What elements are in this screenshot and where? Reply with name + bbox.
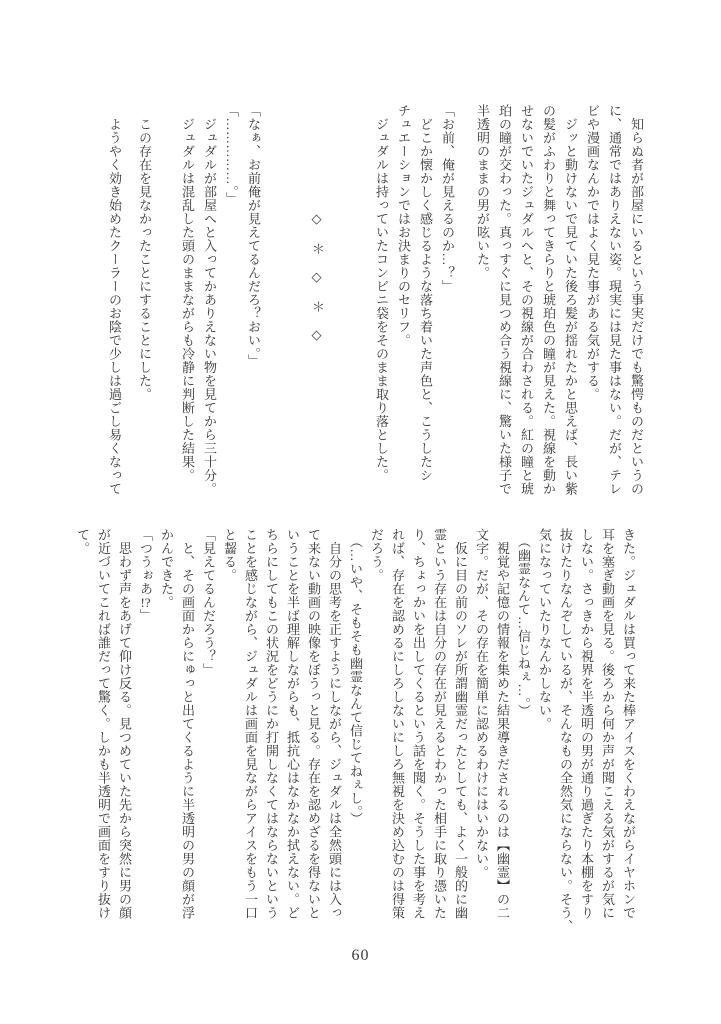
text-column: 文字。だが、その存在を簡単に認めるわけにはいかない。 xyxy=(474,528,489,879)
text-column: が近づいてこれば誰だって驚く。しかも半透明で画面をすり抜け xyxy=(96,528,111,920)
text-column: て来ない動画の映像をぼうっと見る。存在を認めざるを得ないと xyxy=(306,528,321,920)
dialogue-column: 「……………。」 xyxy=(224,104,239,206)
text-column: せないでいたジュダルへと、その視線が合わされる。紅の瞳と琥 xyxy=(519,104,534,496)
text-column: 抜けたりなんぞしているが、そんなもの全然気にならない。そう、 xyxy=(558,528,573,933)
text-column: れば、存在を認めるにしろしないにしろ無視を決め込むのは得策 xyxy=(390,528,405,920)
dialogue-column: 「なぁ、お前俺が見えてるんだろ？おい。」 xyxy=(246,104,261,368)
text-column: と、その画面からにゅっと出てくるように半透明の男の顔が浮 xyxy=(180,528,195,920)
text-column: チュエーションではお決まりのセリフ。 xyxy=(396,104,411,347)
text-column: 気になっていたりなんかしない。 xyxy=(537,528,552,731)
text-column: きた。ジュダルは買って来た棒アイスをくわえながらイヤホンで xyxy=(621,528,636,920)
bottom-text-block xyxy=(72,528,639,934)
text-column: 霊という存在は自分の存在が見えるとわかった相手に取り憑いた xyxy=(432,528,447,920)
text-column: 珀の瞳が交わった。真っすぐに見つめ合う視線に、驚いた様子で xyxy=(497,104,512,496)
exclamation-text: 「つうぉあ xyxy=(138,528,153,596)
text-column: いうことを半ば理解しながらも、抵抗心はなかなか拭えない。ど xyxy=(285,528,300,920)
dialogue-column: 「見えてるんだろう？」 xyxy=(201,528,216,677)
top-text-block xyxy=(103,104,647,506)
text-column: この存在を見なかったことにすることにした。 xyxy=(137,104,152,401)
text-column: の髪がふわりと舞ってきらりと琥珀色の瞳が見えた。視線を動か xyxy=(541,104,556,496)
text-column: しない。さっきから視界を半透明の男が通り過ぎたり本棚をすり xyxy=(579,528,594,920)
thought-column: （…いや、そもそも幽霊なんて信じてねぇし。） xyxy=(348,528,363,826)
text-column: ちらにしてもこの状況をどうにか打開しなくてはならないという xyxy=(264,528,279,920)
text-column: 知らぬ者が部屋にいるという事実だけでも驚愕ものだというの xyxy=(629,104,644,496)
text-column: 仮に目の前のソレが所謂幽霊だったとしても、よく一般的に幽 xyxy=(453,528,468,920)
text-column: ジュダルは持っていたコンビニ袋をそのまま取り落とした。 xyxy=(374,104,389,482)
text-column: どこか懐かしく感じるような落ち着いた声色と、こうしたシ xyxy=(418,104,433,482)
text-column: ことを感じながら、ジュダルは画面を見ながらアイスをもう一口 xyxy=(243,528,258,920)
exclamation-column xyxy=(135,528,156,934)
text-column: に、通常ではありえない姿。現実には見た事はない。だが、テレ xyxy=(607,104,622,496)
text-column: と齧る。 xyxy=(222,528,237,582)
text-column: ビや漫画なんかではよく見た事がある気がする。 xyxy=(585,104,600,401)
text-column: ジュダルが部屋へと入ってかありえない物を見てから三十分。 xyxy=(202,104,217,496)
page-number: 60 xyxy=(351,947,370,964)
text-column: ジュダルは混乱した頭のままながらも冷静に判断した結果。 xyxy=(180,104,195,482)
text-column: だろう。 xyxy=(369,528,384,582)
closing-bracket: 」 xyxy=(138,608,153,622)
section-divider: ◇＊◇＊◇ xyxy=(310,212,325,358)
text-column: 思わず声をあげて仰け反る。見つめていた先から突然に男の顔 xyxy=(117,528,132,920)
text-column: ジッと動けないで見ていた後ろ髪が揺れたかと思えば、長い紫 xyxy=(563,104,578,496)
text-column: 半透明のままの男が呟いた。 xyxy=(475,104,490,280)
text-column: て。 xyxy=(75,528,90,555)
text-column: り、ちょっかいを出してくるという話を聞く。そうした事を考え xyxy=(411,528,426,920)
tatechuyoko-interrobang: !? xyxy=(140,595,151,609)
text-column: 視覚や記憶の情報を集めた結果導きだされるのは【幽霊】の二 xyxy=(495,528,510,920)
text-column: 自分の思考を正すようにしながら、ジュダルは全然頭には入っ xyxy=(327,528,342,920)
thought-column: （幽霊なんて…信じねぇ…。） xyxy=(516,528,531,718)
text-column: 耳を塞ぎ動画を見る。後ろから何か声が聞こえる気がするが気に xyxy=(600,528,615,920)
text-column: かんできた。 xyxy=(159,528,174,609)
text-column: ようやく効き始めたクーラーのお陰で少しは過ごし易くなって xyxy=(107,104,122,496)
dialogue-column: 「お前、俺が見えるのか…？」 xyxy=(440,104,455,293)
